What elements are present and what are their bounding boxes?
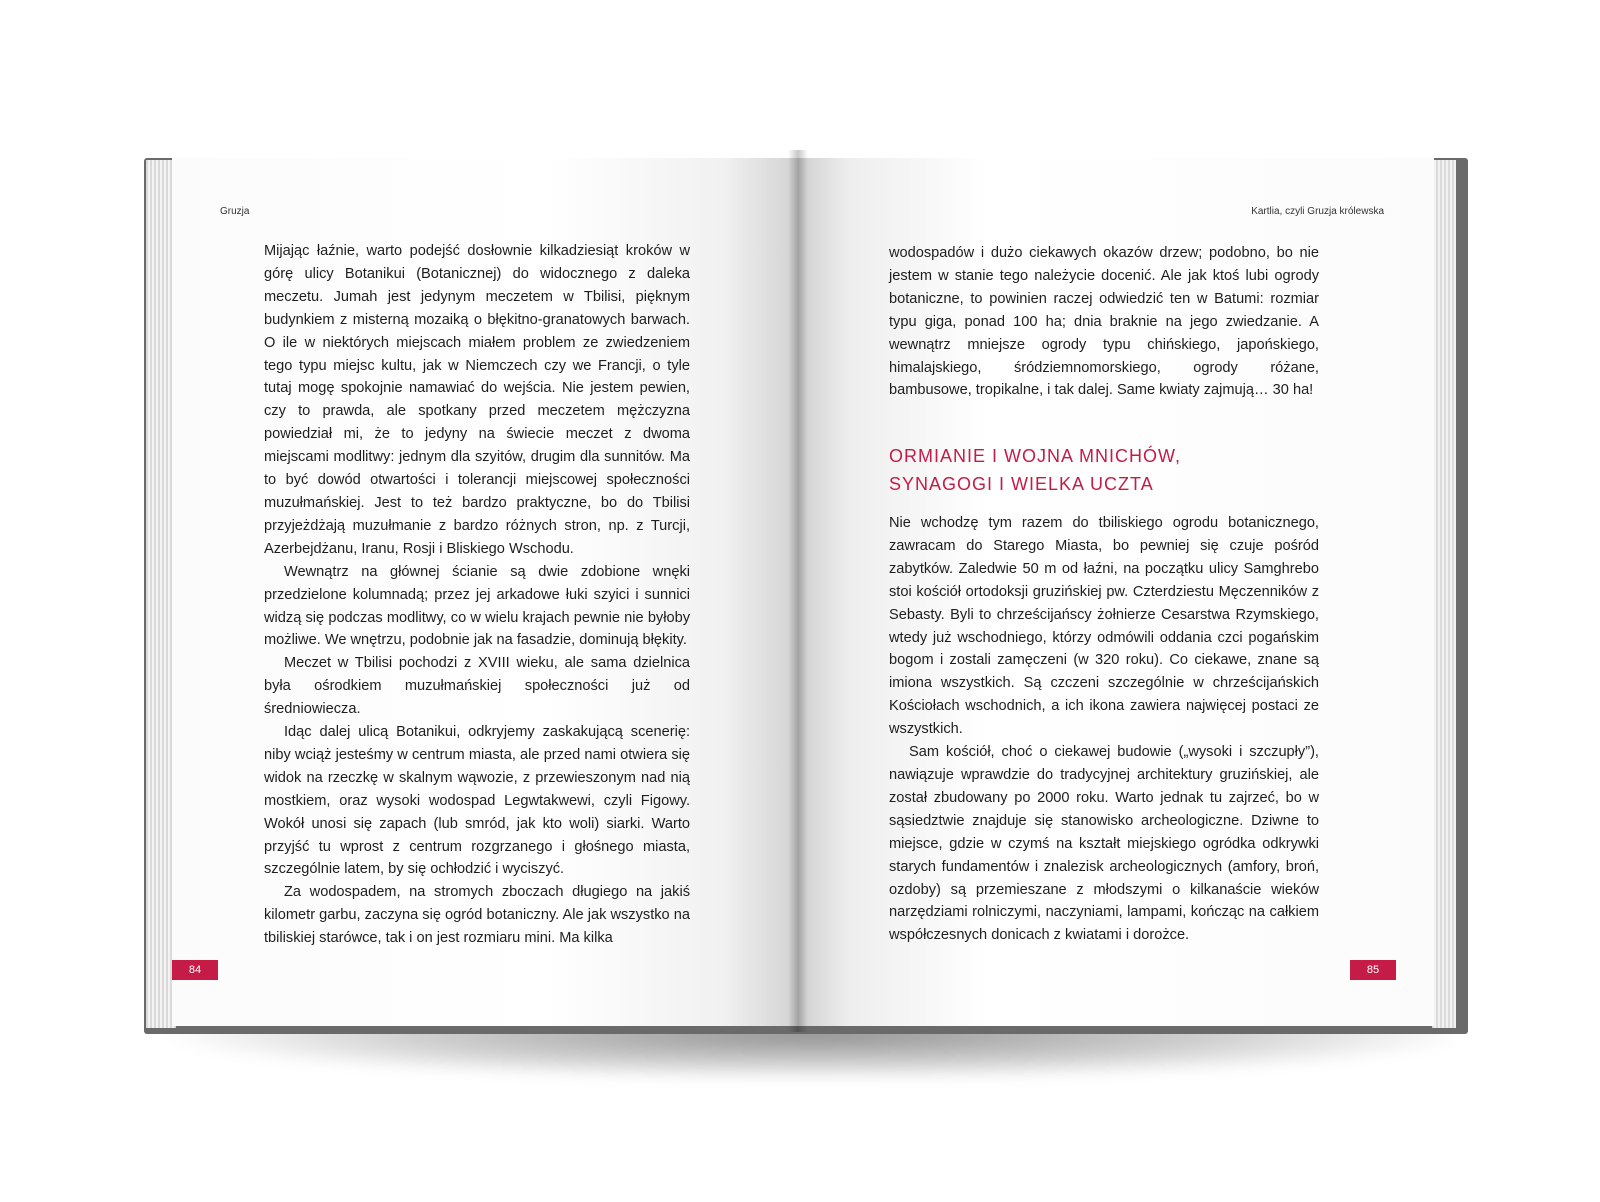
left-paragraph: Idąc dalej ulicą Botanikui, odkryjemy zaskakującą scenerię: niby wciąż jesteśmy w centrum miasta, ale przed nami otwiera się widok na rzeczkę w skalnym wąwozie, z przewieszonym nad nią mostkiem, oraz wysoki wodospad Legwtakwewi, czyli Figowy. Wokół unosi się zapach (lub smród, jak kto woli) siarki. Warto przyjść tu wprost z centrum rozgrzanego i głośnego miasta, szczególnie latem, by się ochłodzić i wyciszyć. xyxy=(264,724,690,878)
right-top-paragraph: wodospadów i dużo ciekawych okazów drzew; podobno, bo nie jestem w stanie tego należycie docenić. Ale jak ktoś lubi ogrody botaniczne, to powinien raczej odwiedzić ten w Batumi: rozmiar typu giga, ponad 100 ha; dnia braknie na jego zwiedzanie. A wewnątrz mniejsze ogrody typu chińskiego, japońskiego, himalajskiego, śródziemnomorskiego, ogrody różane, bambusowe, tropikalne, i tak dalej. Same kwiaty zajmują… 30 ha! xyxy=(889,245,1319,399)
book-spine-gutter xyxy=(788,150,808,1032)
right-page-number: 85 xyxy=(1350,960,1396,980)
left-paragraph: Mijając łaźnie, warto podejść dosłownie kilkadziesiąt kroków w górę ulicy Botanikui (Botanicznej) do widocznego z daleka meczetu. Jumah jest jedynym meczetem w Tbilisi, pięknym budynkiem z misterną mozaiką o błękitno-granatowych barwach. O ile w niektórych miejscach miałem problem ze zwiedzeniem tego typu miejsc kultu, jak w Niemczech czy we Francji, o tyle tutaj mogę spokojnie namawiać do wejścia. Nie jestem pewien, czy to prawda, ale spotkany przed meczetem mężczyzna powiedział mi, że to jedyny na świecie meczet z dwoma miejscami modlitwy: jednym dla szyitów, drugim dla sunnitów. Ma to być dowód otwartości i tolerancji miejscowej społeczności muzułmańskiej. Jest to też bardzo praktyczne, bo do Tbilisi przyjeżdżają muzułmanie z bardzo różnych stron, np. z Turcji, Azerbejdżanu, Iranu, Rosji i Bliskiego Wschodu. xyxy=(264,243,690,557)
right-page-edges xyxy=(1432,160,1456,1028)
right-paragraph: Sam kościół, choć o ciekawej budowie („wysoki i szczupły”), nawiązuje wprawdzie do tradycyjnej architektury gruzińskiej, ale został zbudowany po 2000 roku. Warto jednak tu zajrzeć, bo w sąsiedztwie znajduje się stanowisko archeologiczne. Dziwne to miejsce, gdzie w czymś na kształt miejskiego ogródka odkrywki starych fundamentów i znalezisk archeologicznych (amfory, broń, ozdoby) są przemieszane z młodszymi o kilkanaście wieków narzędziami rolniczymi, naczyniami, lampami, kończąc na całkiem współczesnych donicach z kwiatami i dorożce. xyxy=(889,744,1319,944)
section-heading-line: SYNAGOGI I WIELKA UCZTA xyxy=(889,474,1154,494)
left-paragraph: Wewnątrz na głównej ścianie są dwie zdobione wnęki przedzielone kolumnadą; przez jej arkadowe łuki szyici i sunnici widzą się podczas modlitwy, co w wielu krajach pewnie nie byłoby możliwe. We wnętrzu, podobnie jak na fasadzie, dominują błękity. xyxy=(264,563,690,649)
left-paragraph: Za wodospadem, na stromych zboczach długiego na jakiś kilometr garbu, zaczyna się ogród botaniczny. Ale jak wszystko na tbiliskiej starówce, tak i on jest rozmiaru mini. Ma kilka xyxy=(264,884,690,947)
right-paragraph: Nie wchodzę tym razem do tbiliskiego ogrodu botanicznego, zawracam do Starego Miasta, bo pewniej się czuje pośród zabytków. Zaledwie 50 m od łaźni, na początku ulicy Samghrebo stoi kościół ortodoksji gruzińskiej pw. Czterdziestu Męczenników z Sebasty. Byli to chrześcijańscy żołnierze Cesarstwa Rzymskiego, wtedy już wschodniego, którzy odmówili oddania czci pogańskim bogom i zostali zamęczeni (w 320 roku). Co ciekawe, znane są imiona wszystkich. Są czczeni szczególnie w chrześcijańskich Kościołach wschodnich, a ich ikona zawiera najwięcej postaci ze wszystkich. xyxy=(889,515,1319,738)
section-heading xyxy=(889,442,1329,498)
right-running-head: Kartlia, czyli Gruzja królewska xyxy=(1251,206,1384,217)
section-heading-line: ORMIANIE I WOJNA MNICHÓW, xyxy=(889,446,1182,466)
left-paragraph: Meczet w Tbilisi pochodzi z XVIII wieku, ale sama dzielnica była ośrodkiem muzułmańskiej społeczności już od średniowiecza. xyxy=(264,655,690,718)
left-page xyxy=(172,158,798,1026)
right-body-text xyxy=(889,512,1319,947)
right-page xyxy=(798,158,1434,1026)
left-page-number: 84 xyxy=(172,960,218,980)
right-top-text xyxy=(889,242,1319,402)
left-body-text xyxy=(264,240,690,950)
left-running-head: Gruzja xyxy=(220,206,250,217)
